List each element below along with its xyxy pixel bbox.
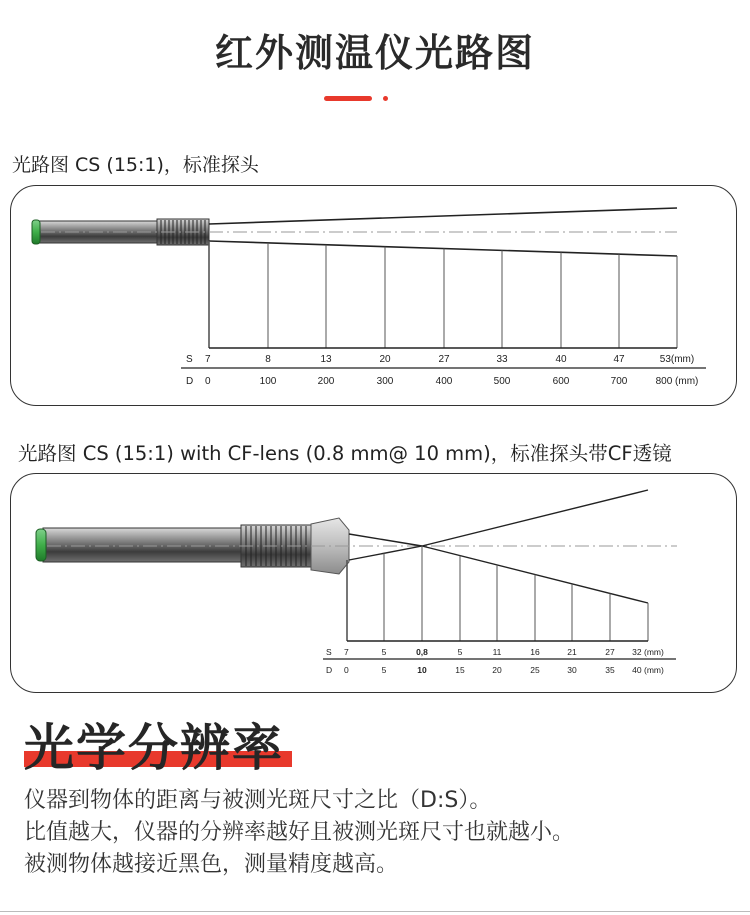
beam-lower-edge (349, 546, 422, 560)
d-tick-label: 600 (552, 376, 570, 387)
s-tick-label: 27 (605, 647, 615, 657)
beam-diverge-upper (422, 490, 648, 546)
s-tick-label: 27 (438, 354, 450, 365)
probe-lens (36, 529, 46, 561)
s-tick-label: 0,8 (416, 647, 428, 657)
diagram-2-scale (326, 647, 664, 675)
d-tick-label: 700 (610, 376, 628, 387)
diagram-1-optical-path (11, 186, 737, 406)
d-tick-label: 300 (376, 376, 394, 387)
s-tick-label: 32 (mm) (632, 647, 664, 657)
s-tick-label: 21 (567, 647, 577, 657)
diagram-1-caption: 光路图 CS (15:1)，标准探头 (12, 154, 259, 176)
title-accent-bar (324, 96, 372, 101)
title-accent-dot (383, 96, 388, 101)
d-tick-label: 25 (530, 665, 540, 675)
d-tick-label: 100 (259, 376, 277, 387)
s-tick-label: 5 (457, 647, 463, 657)
s-row-label: S (326, 647, 332, 657)
s-tick-label: 47 (613, 354, 625, 365)
diagram-1-grid (181, 241, 706, 368)
d-tick-label: 15 (455, 665, 465, 675)
s-tick-label: 7 (205, 354, 211, 365)
s-tick-label: 53(mm) (659, 354, 695, 365)
d-tick-label: 800 (mm) (655, 376, 699, 387)
d-tick-label: 200 (317, 376, 335, 387)
s-tick-label: 8 (265, 354, 271, 365)
d-row-label: D (326, 665, 333, 675)
s-tick-label: 16 (530, 647, 540, 657)
resolution-text-line: 仪器到物体的距离与被测光斑尺寸之比（D:S）。 (24, 788, 492, 813)
s-tick-label: 40 (555, 354, 567, 365)
s-tick-label: 13 (320, 354, 332, 365)
d-tick-label: 5 (381, 665, 387, 675)
beam-upper-edge (209, 208, 677, 224)
s-tick-label: 11 (492, 647, 502, 657)
d-tick-label: 0 (205, 376, 211, 387)
bottom-divider (0, 911, 750, 912)
diagram-1-scale (186, 354, 698, 387)
d-tick-label: 400 (435, 376, 453, 387)
resolution-heading: 光学分辨率 (24, 719, 284, 777)
diagram-2-caption: 光路图 CS (15:1) with CF-lens (0.8 mm@ 10 mm)，标准探头带CF透镜 (18, 442, 672, 465)
d-tick-label: 500 (493, 376, 511, 387)
probe-lens (32, 220, 40, 244)
s-row-label: S (186, 354, 193, 365)
s-tick-label: 33 (496, 354, 508, 365)
beam-upper-edge (349, 534, 422, 546)
d-tick-label: 30 (567, 665, 577, 675)
diagram-2-optical-path (11, 474, 737, 693)
resolution-text-line: 比值越大，仪器的分辨率越好且被测光斑尺寸也就越小。 (24, 820, 575, 845)
d-tick-label: 10 (417, 665, 427, 675)
diagram-2-grid (323, 546, 676, 659)
diagram-1-card (10, 185, 737, 406)
d-tick-label: 0 (344, 665, 349, 675)
probe-body (43, 528, 243, 562)
d-tick-label: 20 (492, 665, 502, 675)
d-tick-label: 35 (605, 665, 615, 675)
s-tick-label: 7 (344, 647, 349, 657)
s-tick-label: 20 (379, 354, 391, 365)
beam-lower-edge (209, 241, 677, 256)
page-title: 红外测温仪光路图 (214, 31, 535, 75)
diagram-2-card (10, 473, 737, 693)
s-tick-label: 5 (381, 647, 387, 657)
d-tick-label: 40 (mm) (632, 665, 664, 675)
resolution-text-line: 被测物体越接近黑色，测量精度越高。 (24, 852, 399, 877)
d-row-label: D (186, 376, 194, 387)
